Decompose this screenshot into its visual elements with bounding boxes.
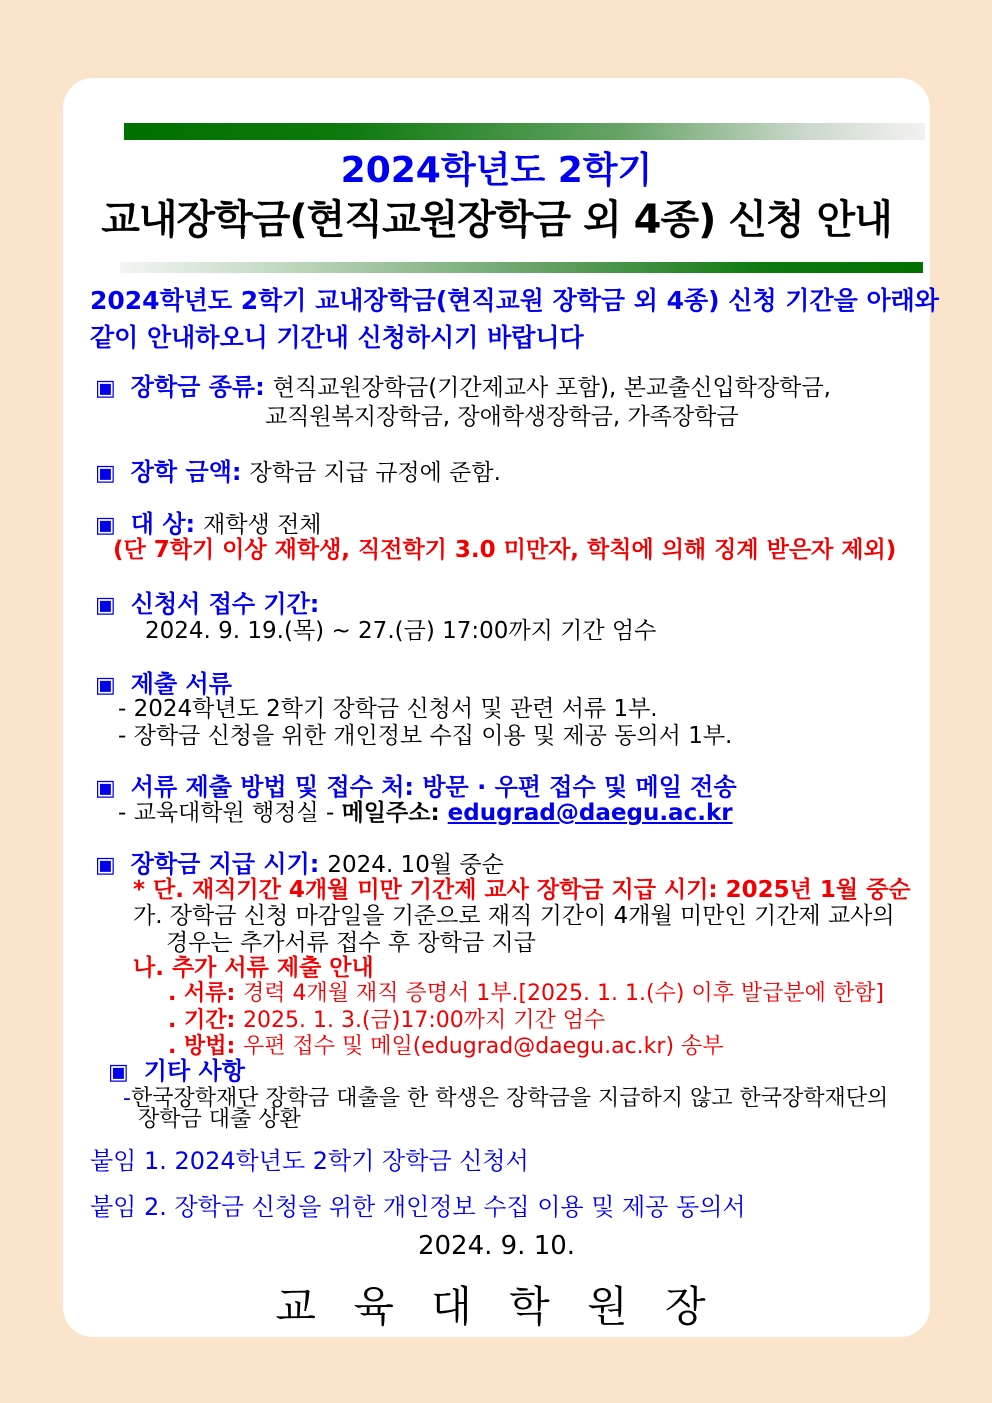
section-label: 장학 금액: xyxy=(130,458,242,486)
payment-note-star: * 단. 재직기간 4개월 미만 기간제 교사 장학금 지급 시기: 2025년 1월 중순 xyxy=(133,877,911,903)
additional-method-value: 우편 접수 및 메일(edugrad@daegu.ac.kr) 송부 xyxy=(242,1034,724,1059)
attachment-1: 붙임 1. 2024학년도 2학기 장학금 신청서 xyxy=(90,1147,529,1175)
additional-period-label: . 기간: xyxy=(168,1008,243,1033)
intro-line2: 같이 안내하오니 기간내 신청하시기 바랍니다 xyxy=(90,323,584,352)
etc-text-line2: 장학금 대출 상환 xyxy=(138,1107,301,1132)
section-bullet-icon: ▣ xyxy=(95,593,116,618)
section-value: 재학생 전체 xyxy=(203,512,322,538)
section-bullet-icon: ▣ xyxy=(95,776,116,801)
scholarship-types-line2: 교직원복지장학금, 장애학생장학금, 가족장학금 xyxy=(265,404,739,430)
documents-item2: - 장학금 신청을 위한 개인정보 수집 이용 및 제공 동의서 1부. xyxy=(118,723,733,749)
section-bullet-icon: ▣ xyxy=(108,1060,129,1085)
additional-doc-value: 경력 4개월 재직 증명서 1부.[2025. 1. 1.(수) 이후 발급분에 한함] xyxy=(242,981,884,1006)
attachment-2: 붙임 2. 장학금 신청을 위한 개인정보 수집 이용 및 제공 동의서 xyxy=(90,1193,746,1221)
section-value: 장학금 지급 규정에 준함. xyxy=(249,460,501,486)
documents-item1: - 2024학년도 2학기 장학금 신청서 및 관련 서류 1부. xyxy=(118,696,658,722)
submission-office: - 교육대학원 행정실 - xyxy=(118,800,342,826)
section-scholarship-types xyxy=(95,367,831,402)
header-gradient-bar-top xyxy=(124,123,925,140)
notice-date: 2024. 9. 10. xyxy=(417,1231,576,1261)
notice-title-line2: 교내장학금(현직교원장학금 외 4종) 신청 안내 xyxy=(101,197,892,243)
section-bullet-icon: ▣ xyxy=(95,376,116,401)
header-gradient-bar-bottom xyxy=(120,262,923,273)
submission-office-line xyxy=(118,794,733,827)
section-label: 장학금 지급 시기: xyxy=(130,850,320,878)
signature-dean: 교 육 대 학 원 장 xyxy=(275,1282,718,1331)
notice-card xyxy=(63,78,939,1337)
section-bullet-icon: ▣ xyxy=(95,461,116,486)
section-label: 장학금 종류: xyxy=(130,373,265,401)
target-exclusion-note: (단 7학기 이상 재학생, 직전학기 3.0 미만자, 학칙에 의해 징계 받은자 제외) xyxy=(113,537,897,563)
payment-item-na: 나. 추가 서류 제출 안내 xyxy=(133,955,374,981)
payment-item-ga-line1: 가. 장학금 신청 마감일을 기준으로 재직 기간이 4개월 미만인 기간제 교사의 xyxy=(133,903,895,929)
section-bullet-icon: ▣ xyxy=(95,853,116,878)
application-period-value: 2024. 9. 19.(목) ~ 27.(금) 17:00까지 기간 엄수 xyxy=(145,618,657,644)
section-bullet-icon: ▣ xyxy=(95,513,116,538)
section-label: 신청서 접수 기간: xyxy=(130,590,320,618)
additional-method-label: . 방법: xyxy=(168,1034,243,1059)
section-value: 2024. 10월 중순 xyxy=(327,852,504,878)
section-value: 현직교원장학금(기간제교사 포함), 본교출신입학장학금, xyxy=(272,375,831,401)
email-link[interactable]: edugrad@daegu.ac.kr xyxy=(447,800,733,826)
payment-item-ga-line2: 경우는 추가서류 접수 후 장학금 지급 xyxy=(166,930,536,956)
additional-doc-label: . 서류: xyxy=(168,981,243,1006)
section-scholarship-amount xyxy=(95,452,501,487)
additional-period-value: 2025. 1. 3.(금)17:00까지 기간 엄수 xyxy=(242,1008,606,1033)
section-label: 기타 사항 xyxy=(143,1057,245,1085)
section-label: 대 상: xyxy=(130,510,196,538)
intro-line1: 2024학년도 2학기 교내장학금(현직교원 장학금 외 4종) 신청 기간을 아래와 xyxy=(90,286,939,315)
mail-label: 메일주소: xyxy=(341,800,448,826)
section-label: 제출 서류 xyxy=(130,670,232,698)
etc-text1: 한국장학재단 장학금 대출을 한 학생은 장학금을 지급하지 않고 한국장학재단의 xyxy=(130,1086,889,1111)
additional-method-line xyxy=(168,1029,724,1060)
intro-paragraph xyxy=(90,282,939,356)
section-bullet-icon: ▣ xyxy=(95,673,116,698)
etc-dash: - xyxy=(123,1086,131,1111)
notice-title-line1: 2024학년도 2학기 xyxy=(340,150,653,191)
section-label: 서류 제출 방법 및 접수 처: 방문 · 우편 접수 및 메일 전송 xyxy=(130,773,737,801)
